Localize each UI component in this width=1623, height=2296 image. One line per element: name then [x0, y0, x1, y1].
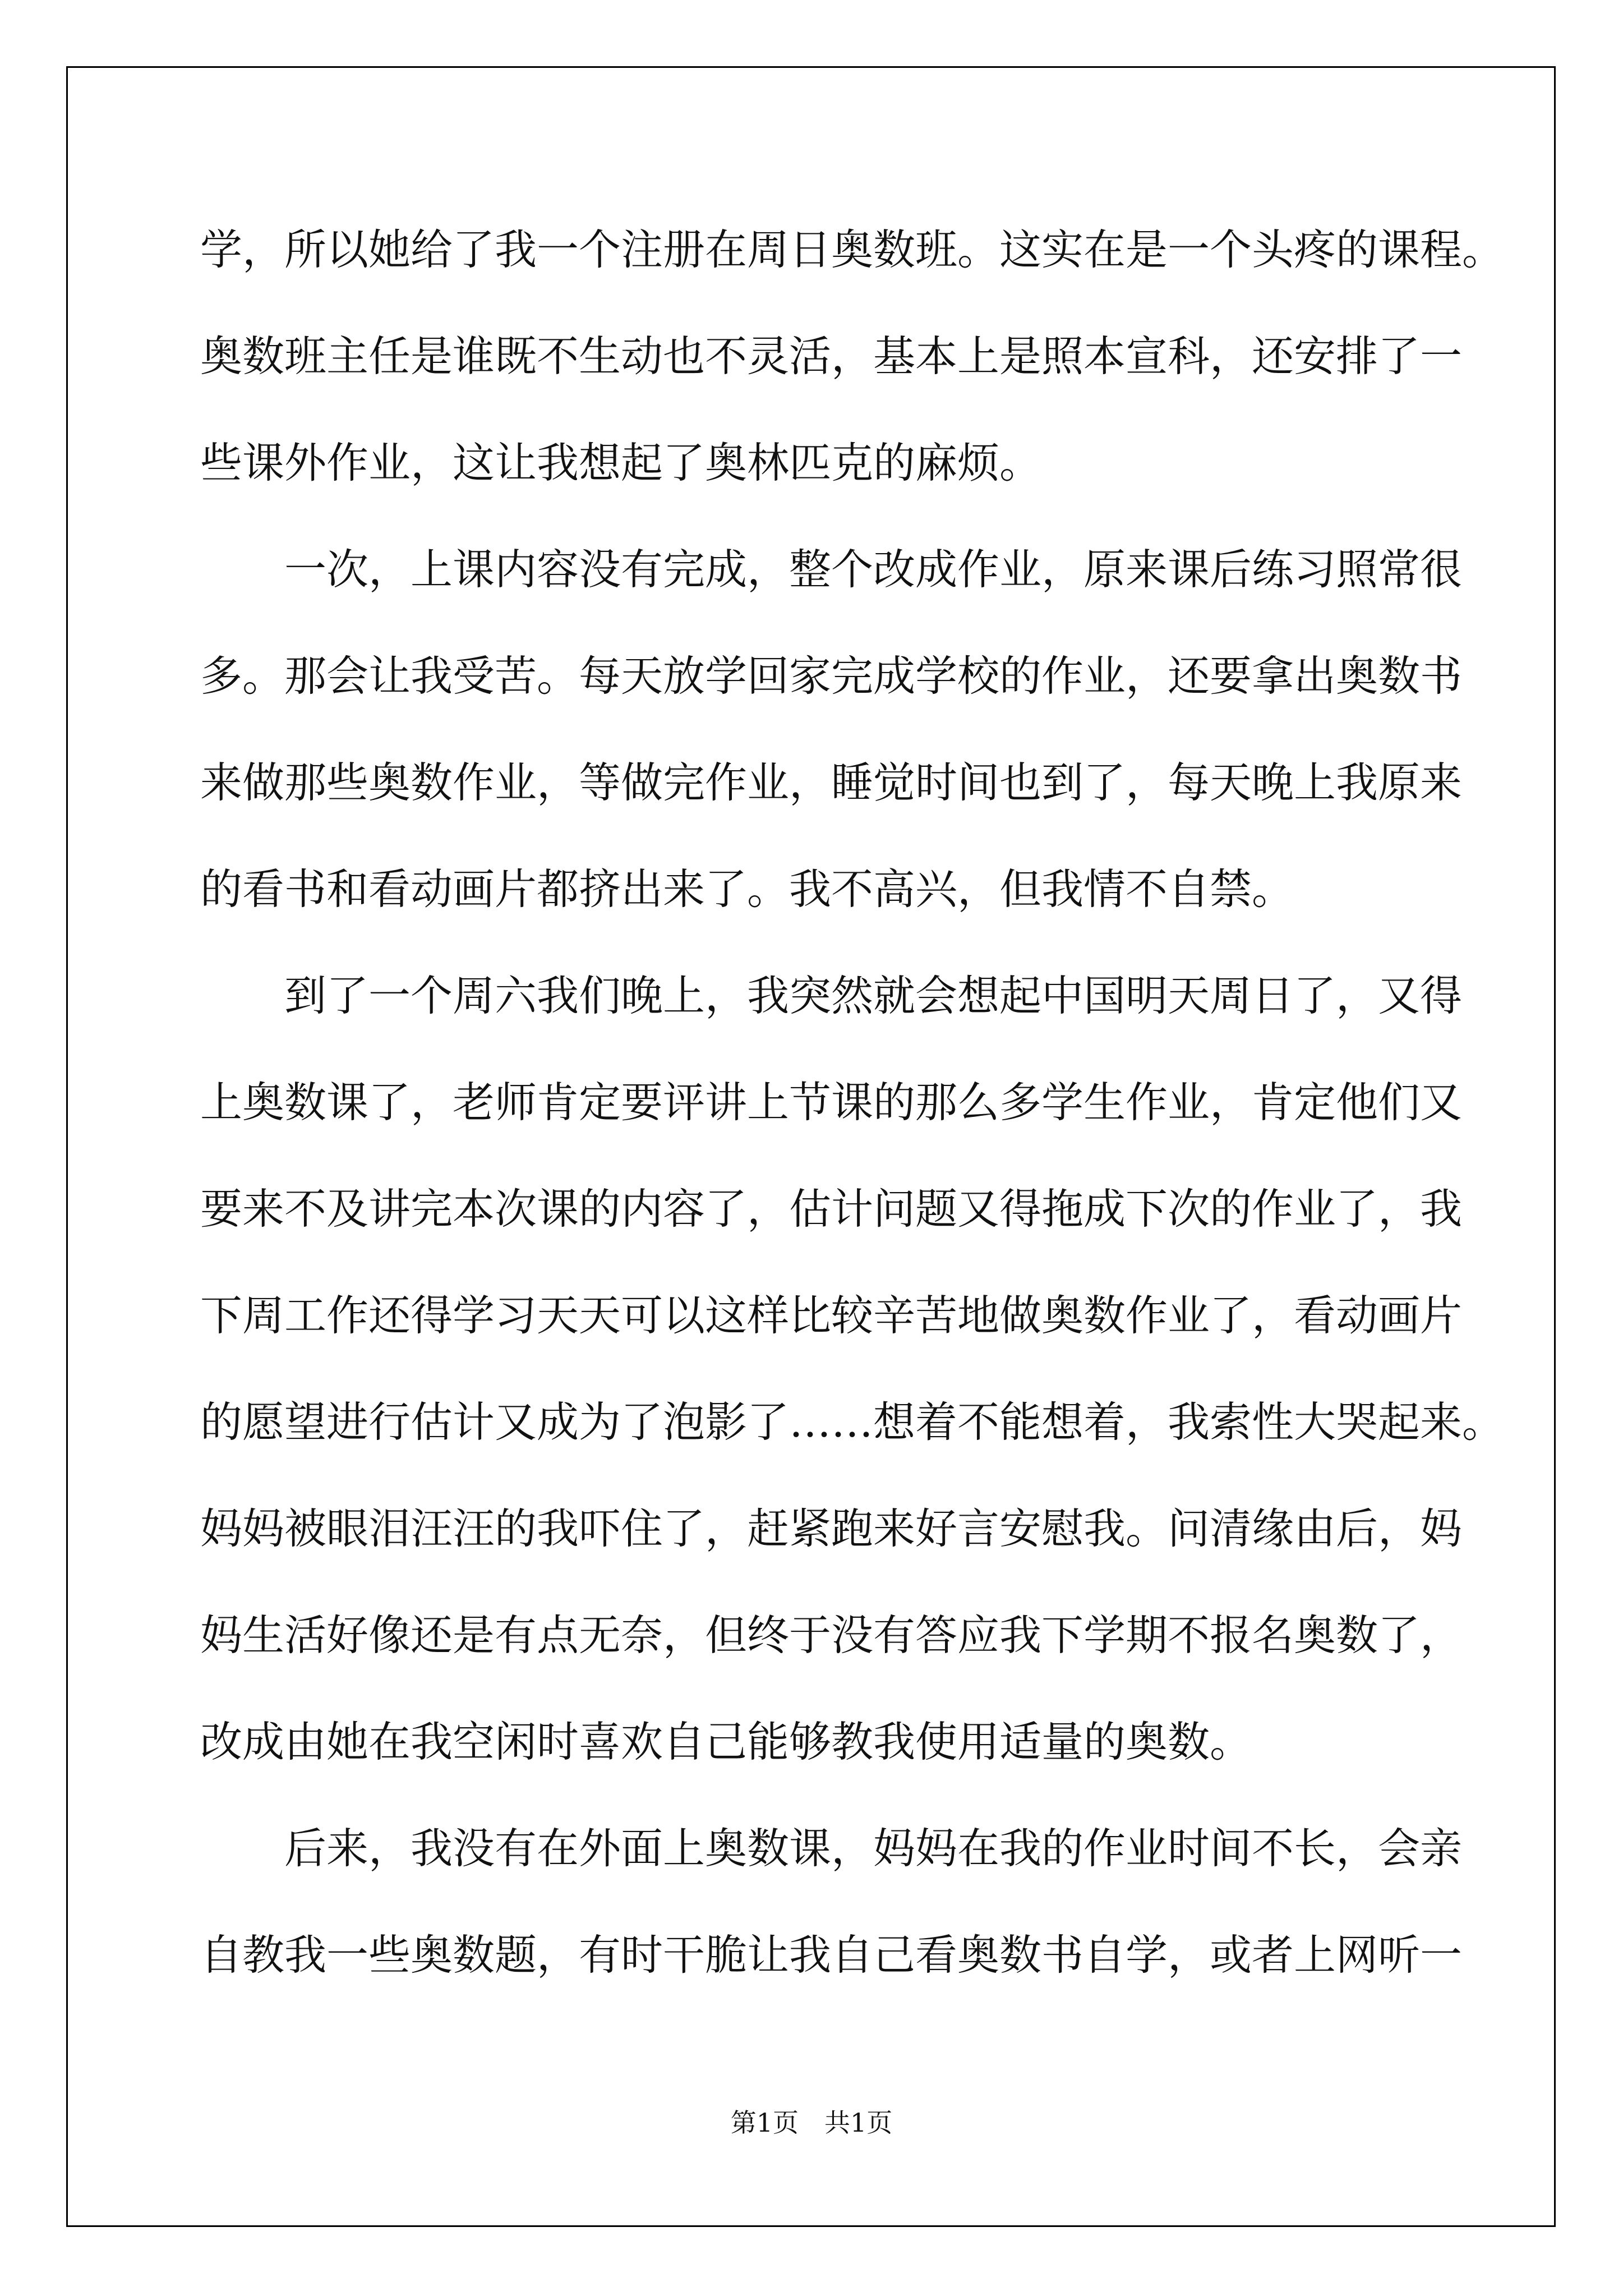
- paragraph-start-line: 后来，我没有在外面上奥数课，妈妈在我的作业时间不长，会亲: [284, 1824, 1463, 1873]
- text-line: 妈生活好像还是有点无奈，但终于没有答应我下学期不报名奥数了，: [200, 1611, 1463, 1660]
- page-number-footer: 第1页 共1页: [730, 2108, 893, 2138]
- text-line: 多。那会让我受苦。每天放学回家完成学校的作业，还要拿出奥数书: [200, 651, 1463, 701]
- text-line: 些课外作业，这让我想起了奥林匹克的麻烦。: [200, 438, 1042, 487]
- text-line: 要来不及讲完本次课的内容了，估计问题又得拖成下次的作业了，我: [200, 1184, 1463, 1234]
- text-line: 的看书和看动画片都挤出来了。我不高兴，但我情不自禁。: [200, 864, 1294, 914]
- paragraph-start-line: 到了一个周六我们晚上，我突然就会想起中国明天周日了，又得: [284, 971, 1463, 1020]
- text-line: 妈妈被眼泪汪汪的我吓住了，赶紧跑来好言安慰我。问清缘由后，妈: [200, 1504, 1463, 1553]
- document-body: [200, 196, 1505, 2008]
- text-line: 学，所以她给了我一个注册在周日奥数班。这实在是一个头疼的课程。: [200, 225, 1505, 274]
- text-line: 来做那些奥数作业，等做完作业，睡觉时间也到了，每天晚上我原来: [200, 758, 1463, 807]
- text-line: 奥数班主任是谁既不生动也不灵活，基本上是照本宣科，还安排了一: [200, 332, 1463, 381]
- paragraph-start-line: 一次，上课内容没有完成，整个改成作业，原来课后练习照常很: [284, 545, 1463, 594]
- text-line: 下周工作还得学习天天可以这样比较辛苦地做奥数作业了，看动画片: [200, 1291, 1463, 1340]
- text-line: 的愿望进行估计又成为了泡影了……想着不能想着，我索性大哭起来。: [200, 1397, 1505, 1447]
- text-line: 自教我一些奥数题，有时干脆让我自己看奥数书自学，或者上网听一: [200, 1930, 1463, 1980]
- text-line: 改成由她在我空闲时喜欢自己能够教我使用适量的奥数。: [200, 1717, 1252, 1766]
- text-line: 上奥数课了，老师肯定要评讲上节课的那么多学生作业，肯定他们又: [200, 1078, 1463, 1127]
